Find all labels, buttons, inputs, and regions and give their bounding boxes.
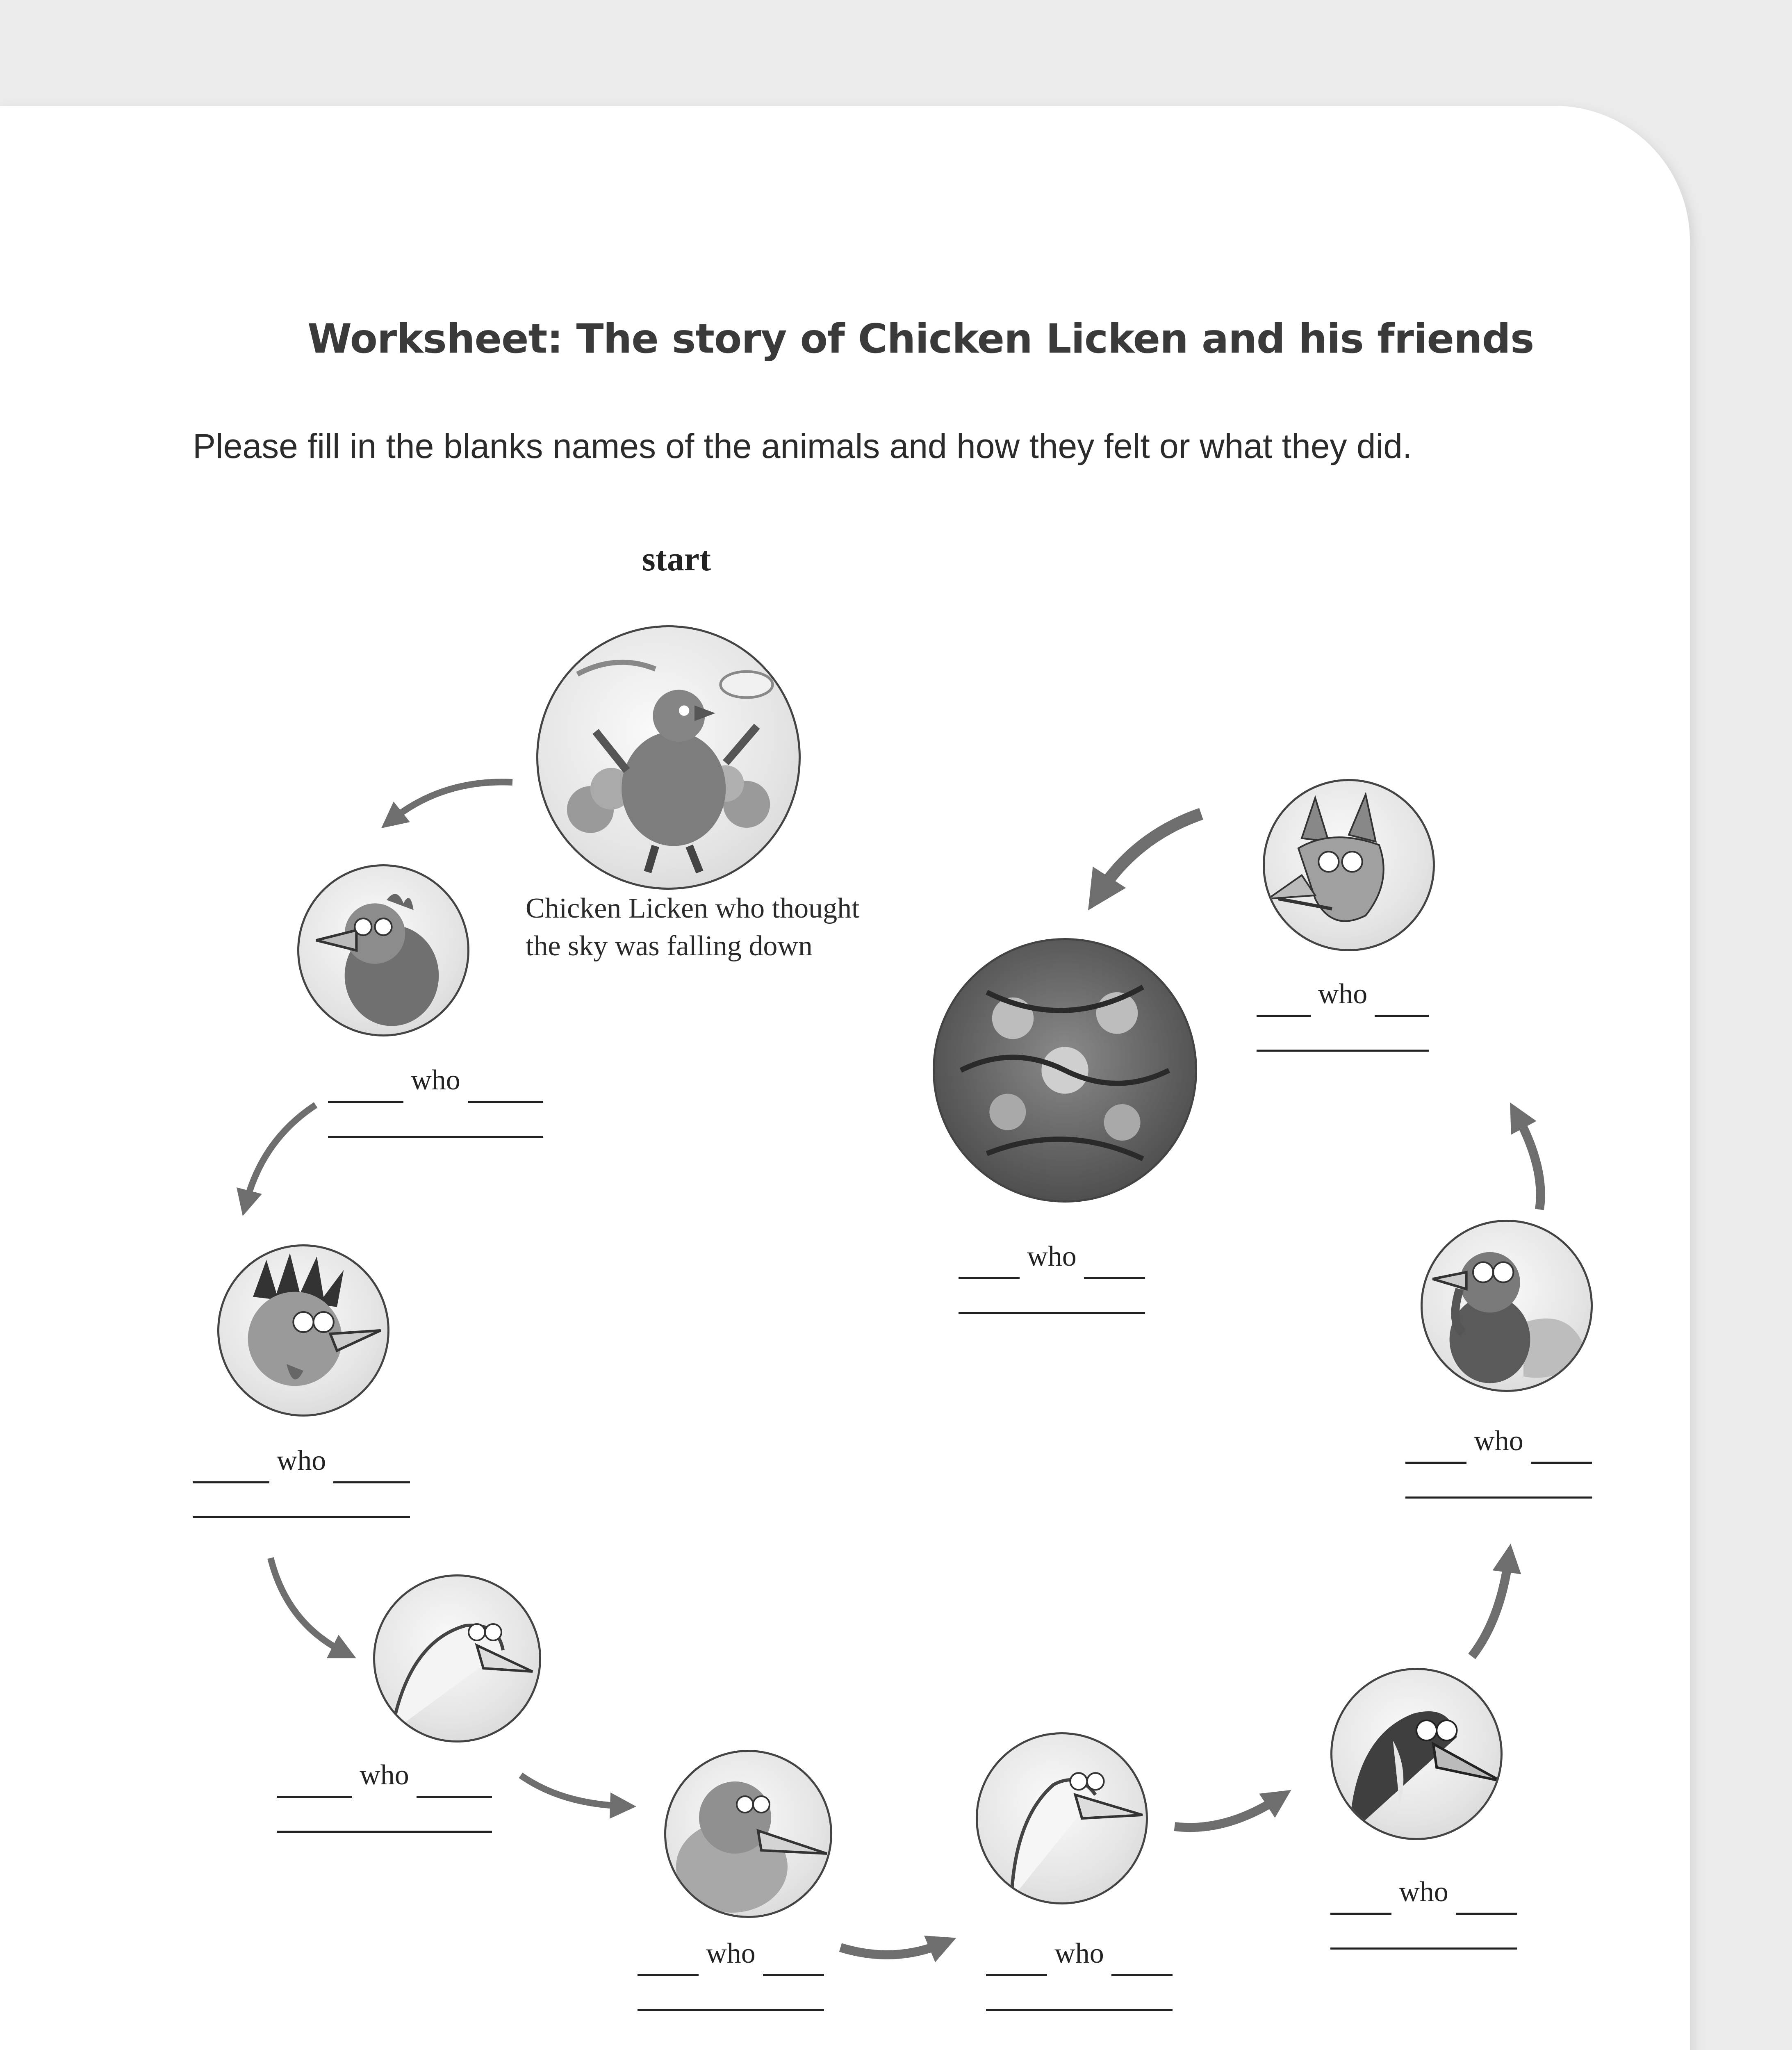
turkey-blank[interactable] (1405, 1419, 1592, 1499)
goose-blank[interactable] (277, 1753, 492, 1833)
start-caption-line2: the sky was falling down (526, 930, 813, 962)
answer-line[interactable] (1257, 986, 1311, 1017)
answer-line[interactable] (986, 1945, 1047, 1976)
answer-line[interactable] (763, 1945, 824, 1976)
turkey-icon (1421, 1220, 1593, 1392)
answer-line[interactable] (328, 1072, 403, 1103)
answer-line[interactable] (1456, 1884, 1517, 1915)
answer-line[interactable] (333, 1453, 410, 1483)
answer-line[interactable] (959, 1279, 1145, 1314)
swan-blank[interactable] (986, 1931, 1173, 2011)
rooster-icon (217, 1244, 389, 1417)
page-title: Worksheet: The story of Chicken Licken and his friends (307, 316, 1534, 362)
answer-line[interactable] (638, 1976, 824, 2011)
answer-line[interactable] (638, 1945, 699, 1976)
goose-icon (373, 1574, 541, 1742)
start-label: start (642, 540, 711, 578)
who-label: who (276, 1445, 326, 1476)
answer-line[interactable] (277, 1798, 492, 1833)
canada-goose-icon (1330, 1668, 1503, 1840)
answer-line[interactable] (277, 1767, 352, 1798)
answer-line[interactable] (1111, 1945, 1173, 1976)
answer-line[interactable] (468, 1072, 543, 1103)
answer-line[interactable] (1330, 1915, 1517, 1950)
answer-line[interactable] (1375, 986, 1429, 1017)
answer-line[interactable] (328, 1103, 543, 1138)
chicken-licken-icon (536, 625, 801, 890)
instructions-text: Please fill in the blanks names of the animals and how they felt or what they did. (193, 427, 1412, 465)
answer-line[interactable] (417, 1767, 492, 1798)
answer-line[interactable] (959, 1248, 1020, 1279)
who-label: who (1054, 1938, 1104, 1969)
hen-blank[interactable] (328, 1058, 543, 1138)
duck-icon (664, 1750, 832, 1918)
answer-line[interactable] (1405, 1433, 1466, 1464)
answer-line[interactable] (1330, 1884, 1391, 1915)
who-label: who (1474, 1425, 1523, 1457)
answer-line[interactable] (986, 1976, 1173, 2011)
fox-den-blank[interactable] (959, 1234, 1145, 1314)
answer-line[interactable] (1257, 1017, 1429, 1052)
start-caption-line1: Chicken Licken who thought (526, 893, 860, 924)
who-label: who (411, 1064, 460, 1096)
fox-den-icon (933, 938, 1197, 1203)
who-label: who (1027, 1241, 1077, 1272)
answer-line[interactable] (1405, 1464, 1592, 1499)
who-label: who (360, 1759, 409, 1791)
duck-blank[interactable] (638, 1931, 824, 2011)
answer-line[interactable] (193, 1483, 410, 1518)
hen-icon (297, 864, 469, 1036)
start-caption (526, 890, 936, 965)
rooster-blank[interactable] (193, 1438, 410, 1518)
who-label: who (1318, 978, 1368, 1010)
fox-icon (1263, 779, 1435, 951)
swan-icon (976, 1732, 1148, 1904)
who-label: who (706, 1938, 756, 1969)
answer-line[interactable] (1084, 1248, 1145, 1279)
fox-blank[interactable] (1257, 972, 1429, 1052)
answer-line[interactable] (193, 1453, 269, 1483)
answer-line[interactable] (1531, 1433, 1592, 1464)
canada-goose-blank[interactable] (1330, 1870, 1517, 1950)
who-label: who (1399, 1876, 1448, 1908)
